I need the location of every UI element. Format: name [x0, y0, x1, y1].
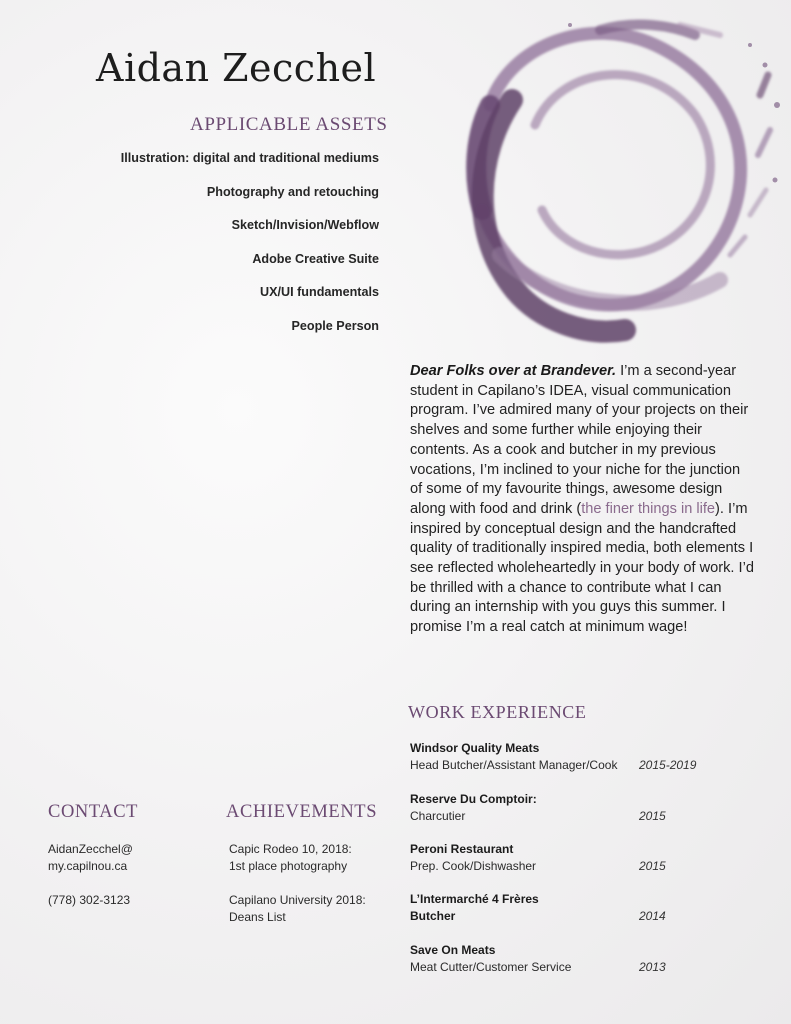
- job-company: Reserve Du Comptoir:: [410, 792, 537, 806]
- contact-email[interactable]: [48, 841, 133, 875]
- candidate-name: Aidan Zecchel: [96, 46, 377, 90]
- contact-heading: CONTACT: [48, 802, 139, 822]
- job-company: Windsor Quality Meats: [410, 741, 540, 755]
- job-entry: [410, 841, 750, 875]
- letter-highlight: the finer things in life: [581, 500, 716, 517]
- job-role: Prep. Cook/Dishwasher: [410, 859, 537, 873]
- asset-item: People Person: [291, 318, 379, 333]
- asset-item: Photography and retouching: [206, 184, 379, 199]
- asset-item: Sketch/Invision/Webflow: [231, 218, 379, 233]
- job-years: 2014: [639, 909, 666, 923]
- achievements-heading: ACHIEVEMENTS: [226, 802, 378, 822]
- job-role: Meat Cutter/Customer Service: [410, 960, 572, 974]
- contact-phone[interactable]: (778) 302-3123: [48, 893, 131, 907]
- achievement-title: Capic Rodeo 10, 2018:: [229, 842, 352, 856]
- job-role: Charcutier: [410, 809, 466, 823]
- job-entry: [410, 942, 750, 976]
- work-experience-heading: WORK EXPERIENCE: [408, 702, 587, 722]
- letter-body-part-2: ). I’m inspired by conceptual design and the handcrafted quality of traditionally inspired media, both elements I see reflected wholeheartedly in your body of work. I’d be thrilled with a chance to contribute what I can during an internship with you guys this summer. I promise I’m a real catch at minimum wage!: [410, 500, 754, 636]
- letter-body-part-1: I’m a second-year student in Capilano’s IDEA, visual communication program. I’ve admired many of your projects on their shelves and some further while enjoying their contents. As a cook and butcher in my previous vocations, I’m inclined to your niche for the junction of some of my favourite things, awesome design along with food and drink (: [410, 363, 749, 517]
- achievement-item: [229, 892, 366, 926]
- cover-letter-paragraph: [410, 362, 755, 638]
- email-line-1: AidanZecchel@: [48, 842, 133, 856]
- job-company: Save On Meats: [410, 943, 496, 957]
- job-entry: [410, 791, 750, 825]
- job-years: 2013: [639, 960, 666, 974]
- letter-greeting: Dear Folks over at Brandever.: [410, 363, 617, 379]
- assets-list: [49, 150, 379, 352]
- job-company: L’Intermarché 4 Frères: [410, 892, 539, 906]
- asset-item: Adobe Creative Suite: [252, 251, 379, 266]
- achievement-detail: 1st place photography: [229, 859, 348, 873]
- achievement-item: [229, 841, 352, 875]
- achievement-detail: Deans List: [229, 910, 286, 924]
- job-entry: [410, 891, 750, 925]
- job-years: 2015-2019: [639, 758, 697, 772]
- job-years: 2015: [639, 859, 666, 873]
- wine-stain-watercolor: [420, 5, 791, 350]
- asset-item: UX/UI fundamentals: [260, 285, 379, 300]
- job-entry: [410, 740, 750, 774]
- email-line-2: my.capilnou.ca: [48, 859, 128, 873]
- applicable-assets-heading: APPLICABLE ASSETS: [190, 114, 388, 135]
- job-years: 2015: [639, 809, 666, 823]
- asset-item: Illustration: digital and traditional mediums: [120, 151, 379, 165]
- achievement-title: Capilano University 2018:: [229, 893, 366, 907]
- job-company: Peroni Restaurant: [410, 842, 514, 856]
- job-role: Head Butcher/Assistant Manager/Cook: [410, 758, 618, 772]
- job-role: Butcher: [410, 909, 456, 923]
